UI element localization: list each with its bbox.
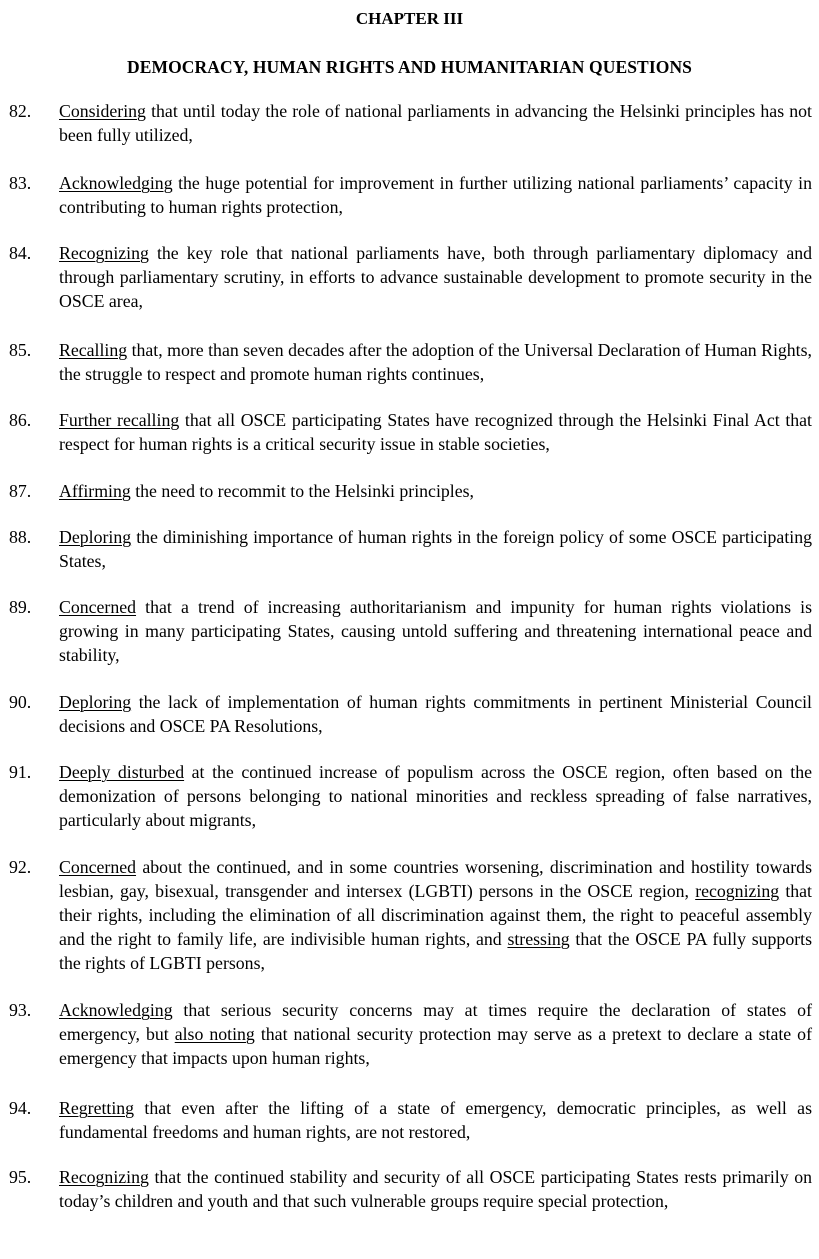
paragraph-keyword: Further recalling [59, 410, 180, 430]
paragraph-keyword: Regretting [59, 1098, 135, 1118]
paragraph-keyword: Concerned [59, 597, 137, 617]
paragraph-keyword: Affirming [59, 481, 131, 501]
chapter-title: DEMOCRACY, HUMAN RIGHTS AND HUMANITARIAN QUESTIONS [126, 57, 693, 77]
paragraph-text: about the continued, and in some countries worsening, discrimination and hostility towards lesbian, gay, bisexual, transgender and intersex (LGBTI) persons in the OSCE region, [59, 857, 812, 901]
paragraph-keyword: also noting [174, 1024, 255, 1044]
paragraph-number: 89. [9, 597, 32, 617]
paragraph-keyword: Recognizing [59, 1167, 149, 1187]
paragraph-body [59, 525, 812, 573]
paragraph-keyword: Considering [59, 101, 146, 121]
paragraph-keyword: Deploring [59, 527, 132, 547]
paragraph-number: 86. [9, 410, 32, 430]
paragraph-keyword: Concerned [59, 857, 137, 877]
paragraph-keyword: Recalling [59, 340, 128, 360]
paragraph-keyword: Acknowledging [59, 173, 173, 193]
paragraph-keyword: Recognizing [59, 243, 149, 263]
paragraph-keyword: Acknowledging [59, 1000, 173, 1020]
paragraph-body [59, 855, 812, 975]
paragraph-text: that, more than seven decades after the adoption of the Universal Declaration of Human Rights, the struggle to respect and promote human rights continues, [59, 340, 812, 384]
paragraph-number: 90. [9, 692, 32, 712]
paragraph-body [59, 595, 812, 667]
paragraph-body [59, 241, 812, 313]
paragraph-number: 85. [9, 340, 32, 360]
paragraph-text: that national security protection may serve as a pretext to declare a state of emergency that impacts upon human rights, [59, 1024, 812, 1068]
paragraph-keyword: Deploring [59, 692, 132, 712]
paragraph-text: the lack of implementation of human rights commitments in pertinent Ministerial Council decisions and OSCE PA Resolutions, [59, 692, 812, 736]
paragraph-text: that a trend of increasing authoritarianism and impunity for human rights violations is growing in many participating States, causing untold suffering and threatening international peace and stability, [59, 597, 812, 665]
paragraph-number: 93. [9, 1000, 32, 1020]
paragraph-body [59, 408, 812, 456]
paragraph-body [59, 1165, 812, 1213]
paragraph-number: 91. [9, 762, 32, 782]
paragraph-text: that even after the lifting of a state of emergency, democratic principles, as well as fundamental freedoms and human rights, are not restored, [59, 1098, 812, 1142]
paragraph-number: 87. [9, 481, 32, 501]
paragraph-body [59, 1096, 812, 1144]
paragraph-number: 82. [9, 101, 32, 121]
paragraph-number: 88. [9, 527, 32, 547]
paragraph-text: the key role that national parliaments have, both through parliamentary diplomacy and through parliamentary scrutiny, in efforts to advance sustainable development to promote security in the OSCE area, [59, 243, 812, 311]
paragraph-body [59, 479, 812, 503]
paragraph-body [59, 338, 812, 386]
paragraph-text: that the OSCE PA fully supports the rights of LGBTI persons, [59, 929, 812, 973]
paragraph-body [59, 998, 812, 1070]
chapter-label: CHAPTER III [355, 9, 464, 28]
paragraph-keyword: stressing [507, 929, 570, 949]
paragraph-text: that the continued stability and security of all OSCE participating States rests primarily on today’s children and youth and that such vulnerable groups require special protection, [59, 1167, 812, 1211]
paragraph-text: the need to recommit to the Helsinki principles, [130, 481, 474, 501]
paragraph-text: that serious security concerns may at times require the declaration of states of emergency, but [59, 1000, 812, 1044]
paragraph-number: 95. [9, 1167, 32, 1187]
paragraph-text: the huge potential for improvement in further utilizing national parliaments’ capacity in contributing to human rights protection, [59, 173, 812, 217]
paragraph-text: that until today the role of national parliaments in advancing the Helsinki principles has not been fully utilized, [59, 101, 812, 145]
paragraph-number: 92. [9, 857, 32, 877]
paragraph-text: that all OSCE participating States have recognized through the Helsinki Final Act that respect for human rights is a critical security issue in stable societies, [59, 410, 812, 454]
paragraph-body [59, 690, 812, 738]
paragraph-text: the diminishing importance of human rights in the foreign policy of some OSCE participating States, [59, 527, 812, 571]
paragraph-number: 83. [9, 173, 32, 193]
paragraph-body [59, 760, 812, 832]
paragraph-text: at the continued increase of populism across the OSCE region, often based on the demonization of persons belonging to national minorities and reckless spreading of false narratives, particularly about migrants, [59, 762, 812, 830]
paragraph-keyword: recognizing [695, 881, 780, 901]
paragraph-body [59, 99, 812, 147]
paragraph-text: that their rights, including the elimination of all discrimination against them, the right to peaceful assembly and the right to family life, are indivisible human rights, and [59, 881, 812, 949]
paragraph-keyword: Deeply disturbed [59, 762, 185, 782]
paragraph-number: 84. [9, 243, 32, 263]
paragraph-body [59, 171, 812, 219]
paragraph-number: 94. [9, 1098, 32, 1118]
